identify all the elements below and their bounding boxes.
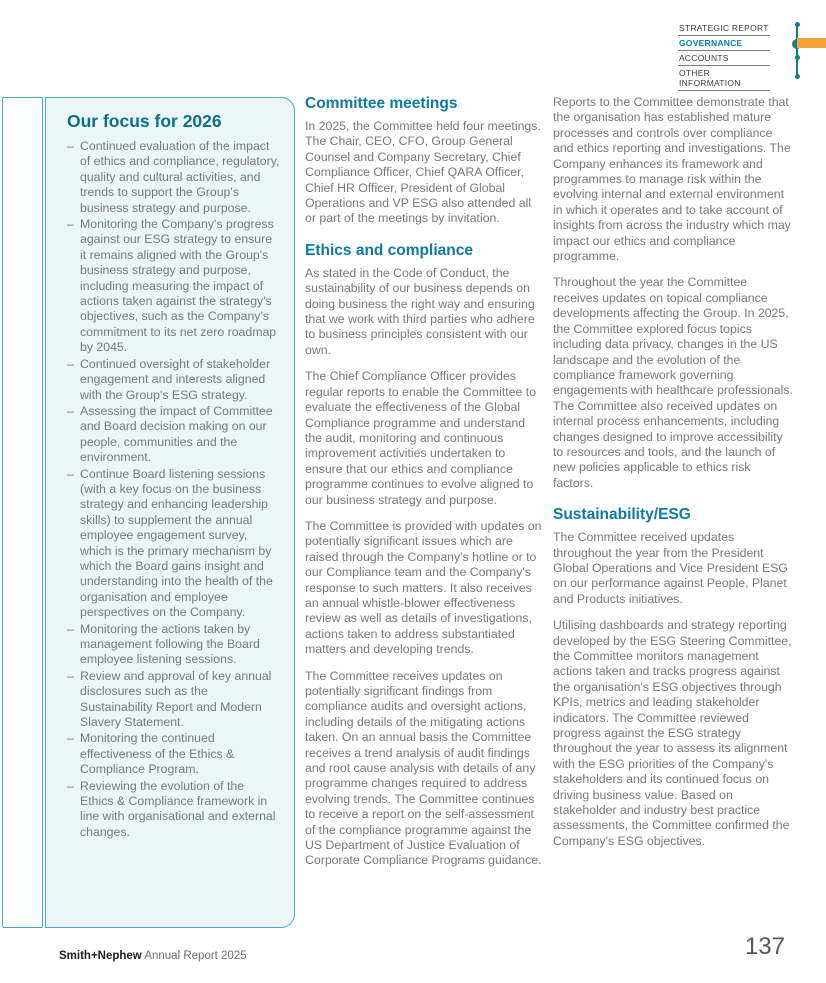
list-item-text: Continued oversight of stakeholder engagement and interests aligned with the Group's ESG strategy. <box>80 356 271 402</box>
dash-bullet: – <box>67 778 74 793</box>
list-item <box>67 779 280 841</box>
list-item <box>67 217 280 356</box>
dash-bullet: – <box>67 668 74 683</box>
nav-item-other-information[interactable]: OTHER INFORMATION <box>678 66 770 91</box>
list-item <box>67 139 280 216</box>
body-paragraph: In 2025, the Committee held four meetings. The Chair, CEO, CFO, Group General Counsel and Company Secretary, Chief Compliance Officer, Chief QARA Officer, Chief HR Officer, President of Global Operations and VP ESG also attended all or part of the meetings by invitation. <box>305 119 541 226</box>
nav-marker-dot <box>795 55 800 60</box>
body-paragraph: The Committee is provided with updates on potentially significant issues which are raised through the Company's hotline or to our Compliance team and the Company's response to such matters. It also receives an annual whistle-blower effectiveness review as well as details of investigations, actions taken to address substantiated matters and developing trends. <box>305 518 542 657</box>
section-heading-sustainability-esg: Sustainability/ESG <box>553 506 691 524</box>
section-heading-committee-meetings: Committee meetings <box>305 95 458 112</box>
nav-item-governance[interactable]: GOVERNANCE <box>678 36 770 51</box>
dash-bullet: – <box>67 403 74 418</box>
body-paragraph: The Committee received updates throughout the year from the President Global Operations and Vice President ESG on our performance against People, Planet and Products initiatives. <box>553 530 788 606</box>
nav-marker-dot <box>795 74 800 79</box>
report-section-nav <box>678 21 770 91</box>
dash-bullet: – <box>67 356 74 371</box>
dash-bullet: – <box>67 731 74 746</box>
list-item-text: Monitoring the Company's progress against our ESG strategy to ensure it remains aligned with the Group's business strategy and purpose, including measuring the impact of actions taken against the strategy's objectives, such as the Company's commitment to its net zero roadmap by 2045. <box>80 217 277 355</box>
list-item <box>67 467 280 621</box>
list-item <box>67 669 280 731</box>
brand-name: Smith+Nephew <box>59 950 142 962</box>
nav-indicator-line <box>796 24 798 77</box>
body-paragraph: As stated in the Code of Conduct, the sustainability of our business depends on doing business the right way and ensuring that we work with third parties who adhere to business principles consistent with our own. <box>305 265 535 357</box>
list-item-text: Monitoring the actions taken by management following the Board employee listening sessions. <box>80 621 260 667</box>
body-paragraph: Throughout the year the Committee receives updates on topical compliance developments affecting the Group. In 2025, the Committee explored focus topics including data privacy, changes in the US landscape and the evolution of the compliance framework governing engagements with healthcare professionals. The Committee also received updates on internal process enhancements, including changes designed to improve accessibility to resources and tools, and the launch of new policies applicable to ethics risk factors. <box>553 275 793 490</box>
list-item-text: Continue Board listening sessions (with a key focus on the business strategy and enhancing leadership skills) to supplement the annual employee engagement survey, which is the primary mechanism by which the Board gains insight and understanding into the health of the organisation and employee perspectives on the Company. <box>80 466 273 620</box>
dash-bullet: – <box>67 217 74 232</box>
nav-accent-bar <box>797 38 826 48</box>
list-item-text: Assessing the impact of Committee and Board decision making on our people, communities and the environment. <box>80 403 273 465</box>
report-title: Annual Report 2025 <box>141 950 247 962</box>
clipped-sidebar-box <box>2 97 43 928</box>
body-paragraph: The Committee receives updates on potentially significant findings from compliance audits and oversight actions, including details of the mitigating actions taken. On an annual basis the Committee receives a trend analysis of audit findings and root cause analysis with details of any programme changes required to address evolving trends. The Committee continues to receive a report on the self-assessment of the compliance programme against the US Department of Justice Evaluation of Corporate Compliance Programs guidance. <box>305 668 542 868</box>
focus-list <box>67 139 280 840</box>
body-paragraph: The Chief Compliance Officer provides regular reports to enable the Committee to evaluate the effectiveness of the Global Compliance programme and understand the audit, monitoring and continuous improvement activities undertaken to ensure that our ethics and compliance programme continues to evolve aligned to our business strategy and purpose. <box>305 369 537 507</box>
list-item <box>67 622 280 668</box>
list-item <box>67 404 280 466</box>
nav-marker-dot <box>795 22 800 27</box>
dash-bullet: – <box>67 621 74 636</box>
nav-item-accounts[interactable]: ACCOUNTS <box>678 51 770 66</box>
right-column <box>553 95 794 860</box>
list-item-text: Review and approval of key annual disclosures such as the Sustainability Report and Modern Slavery Statement. <box>80 668 272 730</box>
dash-bullet: – <box>67 139 74 153</box>
footer-brand <box>59 950 247 962</box>
nav-item-strategic-report[interactable]: STRATEGIC REPORT <box>678 21 770 36</box>
focus-box-title: Our focus for 2026 <box>67 111 222 131</box>
middle-column <box>305 95 543 880</box>
dash-bullet: – <box>67 466 74 481</box>
body-paragraph: Reports to the Committee demonstrate that the organisation has established mature processes and controls over compliance and ethics reporting and investigations. The Company enhances its framework and programmes to manage risk within the evolving internal and external environment in which it operates and to take account of insights from across the industry which may impact our ethics and compliance programme. <box>553 95 791 264</box>
section-heading-ethics-and-compliance: Ethics and compliance <box>305 241 473 259</box>
list-item-text: Reviewing the evolution of the Ethics & Compliance framework in line with organisational and external changes. <box>80 778 276 839</box>
page-number: 137 <box>744 933 785 960</box>
list-item-text: Monitoring the continued effectiveness of the Ethics & Compliance Program. <box>80 731 235 777</box>
list-item <box>67 357 280 403</box>
list-item <box>67 731 280 777</box>
body-paragraph: Utilising dashboards and strategy reporting developed by the ESG Steering Committee, the Committee monitors management actions taken and tracks progress against the organisation's ESG objectives through KPIs, metrics and leading stakeholder indicators. The Committee reviewed progress against the ESG strategy throughout the year to assess its alignment with the ESG priorities of the Company's stakeholders and its continued focus on driving business value. Based on stakeholder and industry best practice assessments, the Committee confirmed the Company's ESG objectives. <box>553 618 792 848</box>
list-item-text: Continued evaluation of the impact of ethics and compliance, regulatory, quality and cultural activities, and trends to support the Group's business strategy and purpose. <box>80 139 280 215</box>
focus-box <box>45 97 295 928</box>
